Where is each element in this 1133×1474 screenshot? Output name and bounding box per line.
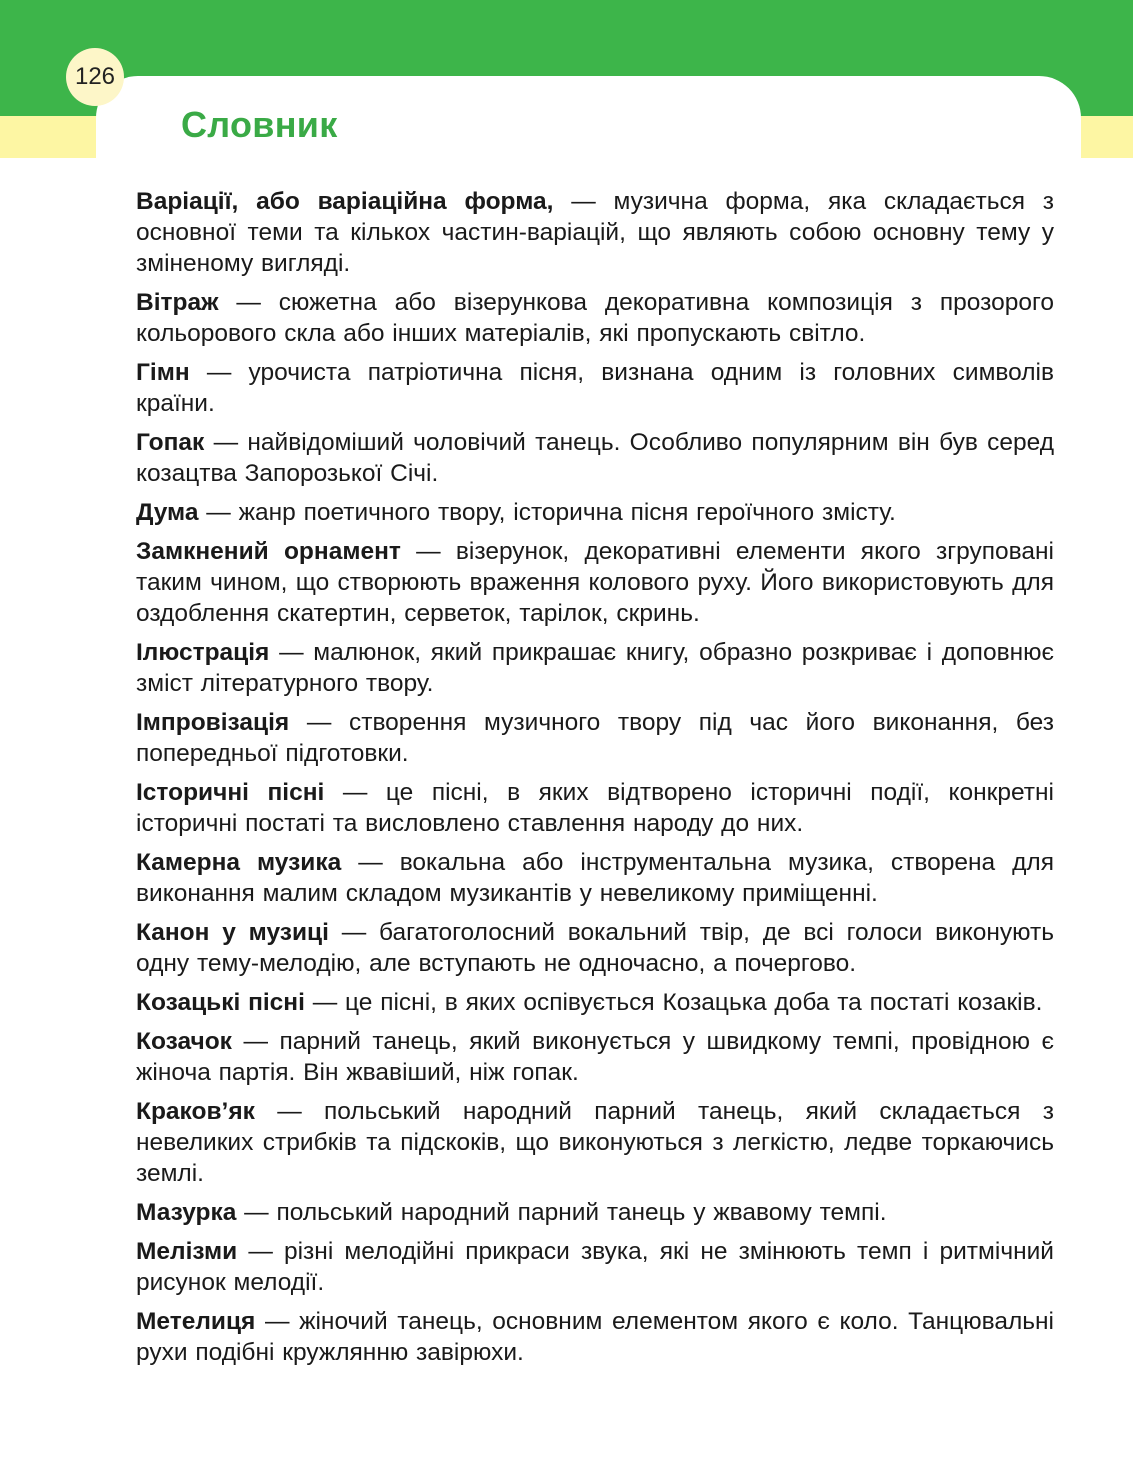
glossary-entry (136, 1306, 1054, 1368)
glossary-entry (136, 427, 1054, 489)
glossary-definition: — багатоголосний вокальний твір, де всі голоси виконують одну тему-мелодію, але вступають не одночасно, а почергово. (136, 919, 1054, 977)
glossary-definition: — візерунок, декоративні елементи якого згруповані таким чином, що створюють враження колового руху. Його використовують для оздоблення скатертин, серветок, тарілок, скринь. (136, 538, 1054, 627)
glossary-definition: — створення музичного твору під час його виконання, без попередньої підготовки. (136, 709, 1054, 767)
glossary-entry (136, 186, 1054, 279)
glossary-definition: — це пісні, в яких оспівується Козацька доба та постаті козаків. (304, 989, 1043, 1016)
glossary-term: Замкнений орнамент (136, 538, 401, 565)
glossary-term: Вітраж (136, 289, 219, 316)
glossary-term: Дума (136, 499, 199, 526)
glossary-definition: — польський народний парний танець у жвавому темпі. (236, 1199, 887, 1226)
glossary-definition: — вокальна або інструментальна музика, створена для виконання малим складом музикантів у невеликому приміщенні. (136, 849, 1054, 907)
glossary-definition: — жанр поетичного твору, історична пісня героїчного змісту. (198, 499, 896, 526)
glossary-definition: — найвідоміший чоловічий танець. Особливо популярним він був серед козацтва Запорозької Січі. (136, 429, 1054, 487)
glossary-definition: — урочиста патріотична пісня, визнана одним із головних символів країни. (136, 359, 1054, 417)
page-title: Словник (181, 104, 338, 145)
glossary-term: Козацькі пісні (136, 989, 305, 1016)
glossary-term: Козачок (136, 1028, 232, 1055)
glossary-term: Краков’як (136, 1098, 255, 1125)
glossary-term: Історичні пісні (136, 779, 325, 806)
glossary-entry (136, 1236, 1054, 1298)
glossary-entry (136, 987, 1054, 1018)
glossary-definition: — польський народний парний танець, який складається з невеликих стрибків та підскоків, що виконуються з легкістю, ледве торкаючись землі. (136, 1098, 1054, 1187)
glossary-entry (136, 707, 1054, 769)
glossary-entry (136, 1197, 1054, 1228)
glossary-entry (136, 357, 1054, 419)
glossary-entry (136, 1096, 1054, 1189)
glossary-term: Варіації, або варіаційна форма, (136, 188, 554, 215)
glossary-entry (136, 497, 1054, 528)
glossary-term: Ілюстрація (136, 639, 270, 666)
glossary-definition: — музична форма, яка складається з основної теми та кількох частин-варіацій, що являють собою основну тему у зміненому вигляді. (136, 188, 1054, 277)
glossary-term: Канон у музиці (136, 919, 329, 946)
glossary-entry (136, 287, 1054, 349)
glossary-term: Метелиця (136, 1308, 256, 1335)
glossary-entry (136, 777, 1054, 839)
glossary-entry (136, 1026, 1054, 1088)
glossary-entry (136, 847, 1054, 909)
glossary-term: Мелізми (136, 1238, 238, 1265)
glossary-term: Гімн (136, 359, 190, 386)
glossary-list (136, 186, 1054, 1376)
page-number: 126 (66, 48, 124, 106)
glossary-term: Гопак (136, 429, 205, 456)
glossary-entry (136, 536, 1054, 629)
glossary-entry (136, 637, 1054, 699)
glossary-definition: — сюжетна або візерункова декоративна композиція з прозорого кольорового скла або інших матеріалів, які пропускають світло. (136, 289, 1054, 347)
glossary-definition: — парний танець, який виконується у швидкому темпі, провідною є жіноча партія. Він жвавіший, ніж гопак. (136, 1028, 1054, 1086)
glossary-term: Імпровізація (136, 709, 290, 736)
glossary-definition: — жіночий танець, основним елементом якого є коло. Танцювальні рухи подібні кружлянню завірюхи. (136, 1308, 1054, 1366)
glossary-definition: — це пісні, в яких відтворено історичні події, конкретні історичні постаті та висловлено ставлення народу до них. (136, 779, 1054, 837)
glossary-entry (136, 917, 1054, 979)
glossary-term: Мазурка (136, 1199, 237, 1226)
glossary-term: Камерна музика (136, 849, 342, 876)
glossary-definition: — різні мелодійні прикраси звука, які не змінюють темп і ритмічний рисунок мелодії. (136, 1238, 1054, 1296)
glossary-definition: — малюнок, який прикрашає книгу, образно розкриває і доповнює зміст літературного твору. (136, 639, 1054, 697)
